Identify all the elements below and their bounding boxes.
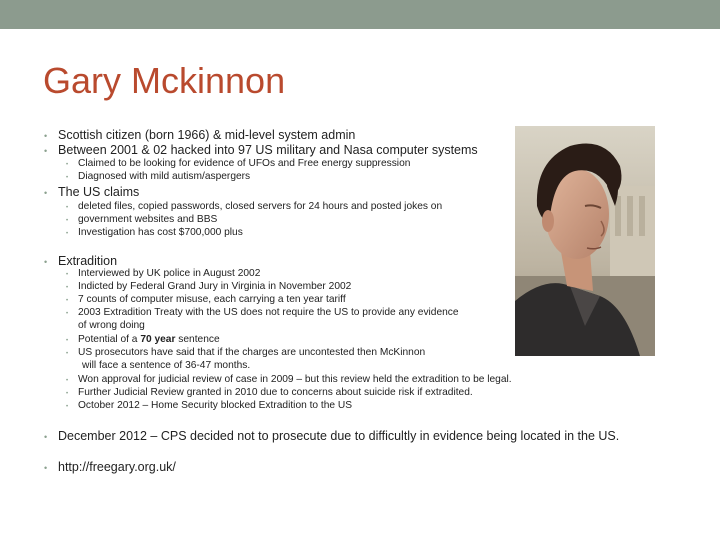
bullet-icon: • bbox=[66, 205, 69, 211]
portrait-photo bbox=[515, 126, 655, 356]
sub-bullet-text: Diagnosed with mild autism/aspergers bbox=[78, 171, 251, 182]
top-bar bbox=[0, 0, 720, 29]
sentence-emphasis: 70 year bbox=[140, 334, 176, 345]
bullet-icon: • bbox=[44, 146, 48, 156]
sub-bullet-text: Claimed to be looking for evidence of UFOs and Free energy suppression bbox=[78, 158, 411, 169]
bullet-text: December 2012 – CPS decided not to prosecute due to difficultly in evidence being located in the US. bbox=[58, 429, 620, 443]
bullet-icon: • bbox=[66, 231, 69, 237]
bullet-icon: • bbox=[66, 175, 69, 181]
bullet-text: Extradition bbox=[58, 254, 118, 268]
portrait-image bbox=[515, 126, 655, 356]
bullet-icon: • bbox=[44, 463, 48, 473]
bullet-icon: • bbox=[44, 188, 48, 198]
bullet-icon: • bbox=[44, 432, 48, 442]
link-freegary[interactable]: http://freegary.org.uk/ bbox=[58, 460, 176, 474]
bullet-icon: • bbox=[66, 298, 69, 304]
bullet-icon: • bbox=[66, 272, 69, 278]
sub-bullet-text-continued: will face a sentence of 36-47 months. bbox=[82, 360, 251, 371]
sub-bullet-text: Won approval for judicial review of case in 2009 – but this review held the extradition to be legal. bbox=[78, 374, 512, 385]
sub-bullet-text: 2003 Extradition Treaty with the US does not require the US to provide any evidence bbox=[78, 307, 459, 318]
bullet-text: Scottish citizen (born 1966) & mid-level system admin bbox=[58, 128, 356, 142]
bullet-icon: • bbox=[44, 131, 48, 141]
sub-bullet-text bbox=[78, 334, 220, 345]
bullet-icon: • bbox=[66, 391, 69, 397]
sub-bullet-text-continued: of wrong doing bbox=[78, 320, 145, 331]
sub-bullet-text: government websites and BBS bbox=[78, 214, 218, 225]
bullet-icon: • bbox=[66, 404, 69, 410]
sub-bullet-text: Indicted by Federal Grand Jury in Virginia in November 2002 bbox=[78, 281, 352, 292]
bullet-icon: • bbox=[66, 338, 69, 344]
bullet-icon: • bbox=[66, 285, 69, 291]
bullet-icon: • bbox=[44, 257, 48, 267]
bullet-text: Between 2001 & 02 hacked into 97 US military and Nasa computer systems bbox=[58, 143, 478, 157]
sub-bullet-text: deleted files, copied passwords, closed servers for 24 hours and posted jokes on bbox=[78, 201, 443, 212]
bullet-icon: • bbox=[66, 162, 69, 168]
bullet-text: The US claims bbox=[58, 185, 140, 199]
bullet-icon: • bbox=[66, 351, 69, 357]
bullet-icon: • bbox=[66, 218, 69, 224]
sub-bullet-text: Interviewed by UK police in August 2002 bbox=[78, 268, 261, 279]
sub-bullet-text: US prosecutors have said that if the charges are uncontested then McKinnon bbox=[78, 347, 426, 358]
sentence-suffix: sentence bbox=[175, 334, 220, 345]
bullet-icon: • bbox=[66, 378, 69, 384]
sub-bullet-text: October 2012 – Home Security blocked Extradition to the US bbox=[78, 400, 353, 411]
bullet-icon: • bbox=[66, 311, 69, 317]
sub-bullet-text: Further Judicial Review granted in 2010 due to concerns about suicide risk if extradited. bbox=[78, 387, 473, 398]
sub-bullet-text: 7 counts of computer misuse, each carrying a ten year tariff bbox=[78, 294, 346, 305]
slide-title: Gary Mckinnon bbox=[43, 60, 286, 101]
sentence-prefix: Potential of a bbox=[78, 334, 141, 345]
sub-bullet-text: Investigation has cost $700,000 plus bbox=[78, 227, 243, 238]
